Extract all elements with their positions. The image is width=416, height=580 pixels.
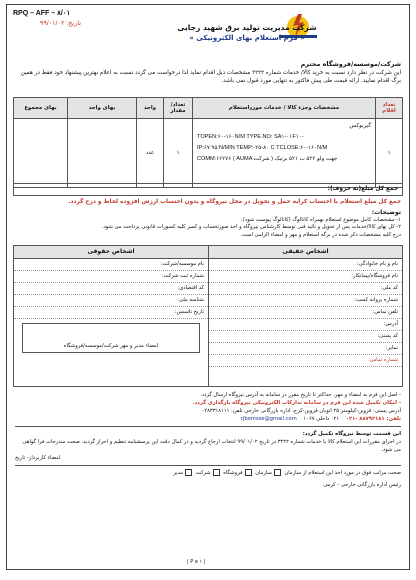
field-fax[interactable]: نمابر: — [209, 343, 402, 355]
section2-body: در اجرای مقررات این استعلام کالا یا خدمات شماره ۳۲۲۲ در تاریخ ۹۹/۰۱/۰۲ انتخاب ارجاع گردید و در کمال دقت این پرسشنامه تنظیم و احراز گردید. صحت مندرجات فرا گواهی می شود. — [22, 439, 401, 453]
field-economic-code[interactable]: کد اقتصادی: — [14, 283, 208, 295]
option-company: شرکت — [195, 470, 211, 476]
option-store: فروشگاه — [223, 470, 243, 476]
header-unit: واحد — [137, 98, 164, 119]
header-unit-price: بهای واحد — [68, 98, 137, 119]
total-amount-words[interactable]: جمع کل مبلغ(به حروف): — [13, 183, 403, 196]
header-item: مشخصات وجزء کالا / خدمات موردِاستعلام — [193, 98, 376, 119]
checkbox-org[interactable] — [274, 469, 281, 476]
field-postal[interactable]: کد پستی: — [209, 331, 402, 343]
cell-qty: ۱ — [164, 119, 193, 188]
field-national-id[interactable]: کد ملی: — [209, 283, 402, 295]
section3-text: صحت مراتب فوق در مورد اخذ این استعلام از سازمان — [284, 470, 401, 476]
field-phone[interactable]: تلفن تماس: — [209, 307, 402, 319]
cell-unit: عدد — [137, 119, 164, 188]
field-store[interactable]: نام فروشگاه/پیمانکار: — [209, 271, 402, 283]
field-established[interactable]: تاریخ تاسیس: — [14, 307, 208, 319]
option-org: سازمان — [255, 470, 272, 476]
checkbox-store[interactable] — [245, 469, 252, 476]
field-contact[interactable]: شماره تماس: — [209, 355, 402, 367]
checkbox-company[interactable] — [213, 469, 220, 476]
footer-fax: ۰۲۱ داخلی ۱۰۶۷ — [303, 416, 340, 422]
header-total-price: بهای مجموع — [14, 98, 68, 119]
cell-unit-price[interactable] — [68, 119, 137, 188]
notes-title: توضیحات: — [371, 209, 401, 216]
footer-address: آدرس پستی: قزوین-کیلومتر ۲۵ اتوبان قزوین-کرج، اداره بازرگانی خارجی تلفن: ۰۲۸۳۳۱۸۱۱۱ — [201, 408, 401, 414]
field-name[interactable]: نام و نام خانوادگی: — [209, 259, 402, 271]
footer-phone: تلفن: ۸۸۷۹۲۱۸۱ -۰۲۱ — [345, 416, 401, 422]
footer-contacts — [15, 415, 401, 423]
section2-title: این قسمت توسط نیروگاه تکمیل گردد: — [302, 431, 401, 437]
natural-person-column — [208, 246, 402, 386]
signature-box[interactable]: امضاء مدیر و مهر شرکت/موسسه/فروشگاه — [22, 323, 200, 353]
natural-title: اشخاص حقیقی — [209, 246, 402, 259]
legal-title: اشخاص حقوقی — [14, 246, 208, 259]
spec-line-3: COMM:۶۶۲۷۶ ( AUMA جهت ولو ۵۲۲ ب ۵۲۱ برنیک ( شرکت — [197, 156, 338, 162]
checkbox-manager[interactable] — [185, 469, 192, 476]
footer-line-2: - امکان تکمیل شده این فرم در سامانه تدارکات الکترونیکی نیروگاه بارگذاری گردد. — [192, 400, 401, 406]
spec-fa: گیربوکس — [349, 123, 371, 129]
cell-spec — [193, 119, 376, 188]
header-qty: تعداد/ مقدار — [164, 98, 193, 119]
items-table — [13, 97, 403, 188]
person-info-grid — [13, 245, 403, 387]
intro-section — [15, 60, 401, 86]
field-license[interactable]: شماره پروانه کسب: — [209, 295, 402, 307]
form-title: « فرم استعلام بهای الکترونیکی » — [189, 34, 305, 42]
greeting: شرکت/موسسه/فروشگاه محترم — [300, 60, 401, 68]
option-manager: مدیر — [173, 470, 184, 476]
page-number: | P e ۱ | — [187, 559, 206, 565]
reference-block — [13, 9, 81, 29]
field-company-name[interactable]: نام موسسه/شرکت: — [14, 259, 208, 271]
cell-row: ۱ — [376, 119, 403, 188]
field-national-code[interactable]: شناسه ملی: — [14, 295, 208, 307]
ref-date: تاریخ: ۹۹/۰۱/۰۲ — [39, 20, 81, 27]
note-line: درج کلیه مشخصات ذکر شده در برگه استعلام و مهر و امضاء الزامی است. — [240, 231, 401, 238]
company-header — [177, 23, 317, 42]
footer-section — [15, 391, 401, 489]
footer-email[interactable]: rjbomsse@gmail.com — [240, 416, 297, 422]
company-name: شرکت مدیریت تولید برق شهید رجایی — [177, 23, 317, 32]
section2-sign: امضاء کاربرداز- تاریخ — [15, 455, 61, 461]
footer-line-1: - اصل این فرم به امضاء و مهر، حداکثر تا تاریخ مقرر در سامانه به آدرس نیروگاه ارسال گردد. — [200, 392, 401, 398]
notes-section — [15, 209, 401, 239]
spec-line-1: TOPEN:۶۰-۱۶۰N/M TYPE.NO: SA۱-۰۱F۱۰- — [197, 134, 304, 140]
approval-row — [15, 469, 401, 477]
intro-text: این شرکت در نظر دارد نسبت به خرید کالا/ خدمات شماره ۳۲۲۲ مشخصات ذیل اقدام نماید لذا درخواست می گردد نسبت به اعلام بهترین پیشنهاد خود فقط در همین برگ اقدام نمایید. ارائه قیمت طی پیش فاکتور به تنهایی مورد قبول نمی باشد. — [20, 69, 401, 84]
cell-total-price[interactable] — [14, 119, 68, 188]
spec-line-2: IP:۶۷ ۹۵:N/MIN TEMP:-۲۵-۸۰ C TCLOSE:۶۰-۱۶۰N/M — [197, 145, 328, 151]
field-registration[interactable]: شماره ثبت شرکت: — [14, 271, 208, 283]
divider — [15, 426, 401, 427]
legal-person-column — [14, 246, 208, 386]
header-count: تعداد اقلام — [376, 98, 403, 119]
document-page — [6, 4, 410, 570]
ref-code: RPQ – AFF – ۸/۰۱ — [13, 10, 71, 17]
notice-text: جمع کل مبلغ استعلام با احتساب کرایه حمل و تحویل در محل نیروگاه و بدون احتساب ارزش افزوده لحاظ و درج گردد. — [68, 199, 401, 205]
field-address[interactable]: آدرس: — [209, 319, 402, 331]
section3-sign: رئیس اداره بازرگانی خارجی - کرمی — [323, 482, 401, 488]
note-line: ۲- کل بهای کالا/خدمات پس از تحویل و تائید فنی توسط کارشناس نیروگاه و اخذ صورتحساب و کسر کلیه کسورات قانونی پرداخت می شود. — [101, 224, 401, 230]
note-line: ۱- مشخصات کامل موضوع استعلام بهمراه کاتالوگ (کاتالوگ پیوست شود). — [241, 216, 401, 223]
divider — [15, 465, 401, 466]
table-row — [14, 119, 403, 188]
